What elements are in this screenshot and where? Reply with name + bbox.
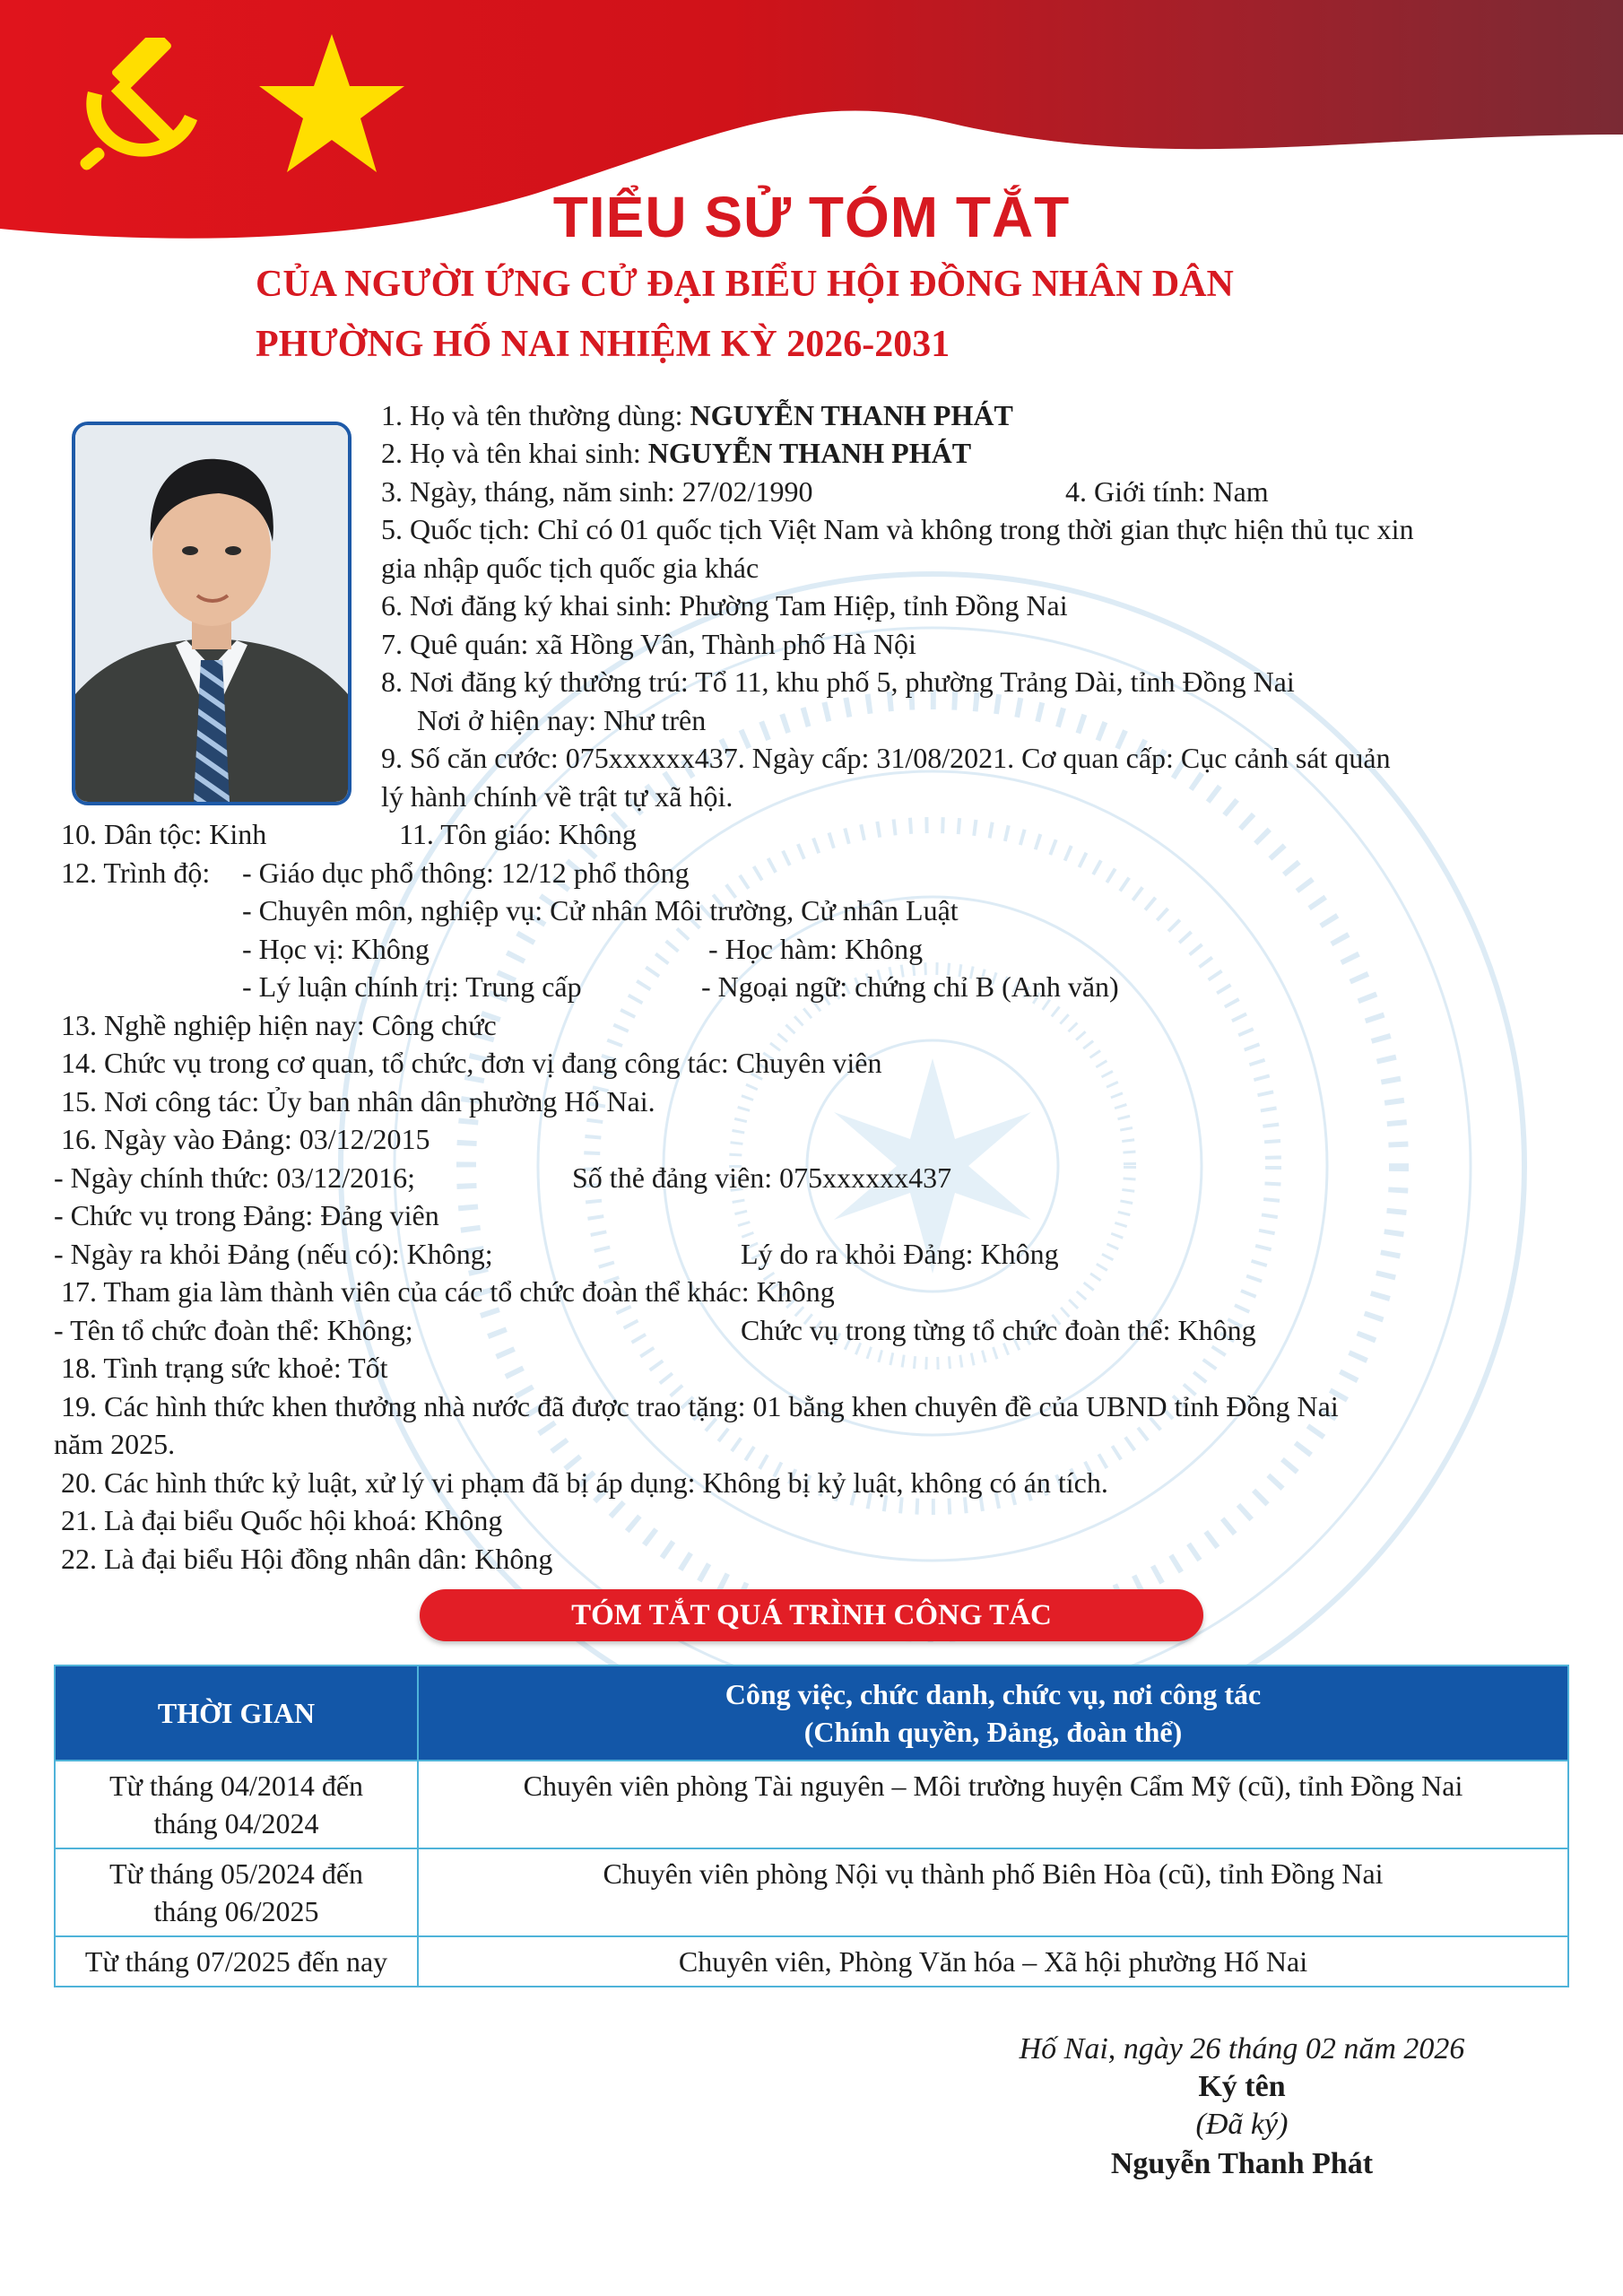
bio-line-5a: 5. Quốc tịch: Chỉ có 01 quốc tịch Việt Nam và không trong thời gian thực hiện thủ tục xin — [381, 513, 1414, 545]
bio-line-2: 2. Họ và tên khai sinh: NGUYỄN THANH PHÁT — [381, 437, 972, 469]
job-header-line-2: (Chính quyền, Đảng, đoàn thể) — [803, 1716, 1183, 1748]
bio-line-15: 15. Nơi công tác: Ủy ban nhân dân phường Hố Nai. — [61, 1085, 655, 1118]
bio-line-12c: - Học vị: Không — [242, 933, 430, 965]
bio-line-16b: Số thẻ đảng viên: 075xxxxxx437 — [572, 1161, 952, 1194]
bio-line-8b: Nơi ở hiện nay: Như trên — [417, 704, 707, 736]
bio-line-6: 6. Nơi đăng ký khai sinh: Phường Tam Hiệp, tỉnh Đồng Nai — [381, 589, 1068, 622]
signed-note: (Đã ký) — [1195, 2108, 1289, 2141]
common-name-value: NGUYỄN THANH PHÁT — [690, 399, 1013, 431]
bio-line-16: 16. Ngày vào Đảng: 03/12/2015 — [61, 1123, 430, 1155]
table-row — [55, 1936, 1568, 1987]
bio-line-22: 22. Là đại biểu Hội đồng nhân dân: Không — [61, 1543, 553, 1575]
bio-line-16d: - Ngày ra khỏi Đảng (nếu có): Không; — [54, 1238, 493, 1270]
candidate-photo — [72, 422, 352, 805]
table-header-row — [55, 1665, 1568, 1761]
work-history-heading: TÓM TẮT QUÁ TRÌNH CÔNG TÁC — [420, 1589, 1203, 1641]
time-cell-line: Từ tháng 04/2014 đến — [108, 1770, 364, 1802]
hammer-sickle-icon — [61, 38, 213, 172]
bio-line-21: 21. Là đại biểu Quốc hội khoá: Không — [61, 1504, 503, 1536]
bio-line-17a: - Tên tổ chức đoàn thể: Không; — [54, 1314, 413, 1346]
birth-name-value: NGUYỄN THANH PHÁT — [647, 437, 972, 469]
job-cell: Chuyên viên, Phòng Văn hóa – Xã hội phường Hố Nai — [418, 1936, 1568, 1987]
bio-line-12b: - Chuyên môn, nghiệp vụ: Cử nhân Môi trường, Cử nhân Luật — [242, 894, 959, 926]
time-column-header: THỜI GIAN — [55, 1665, 418, 1761]
job-cell: Chuyên viên phòng Tài nguyên – Môi trường huyện Cẩm Mỹ (cũ), tỉnh Đồng Nai — [418, 1761, 1568, 1848]
signer-name: Nguyễn Thanh Phát — [1110, 2147, 1374, 2180]
time-cell — [55, 1936, 418, 1987]
bio-line-16c: - Chức vụ trong Đảng: Đảng viên — [54, 1199, 439, 1231]
bio-line-12a: - Giáo dục phổ thông: 12/12 phổ thông — [242, 857, 690, 889]
document-title: TIỂU SỬ TÓM TẮT — [552, 185, 1071, 249]
bio-line-9a: 9. Số căn cước: 075xxxxxx437. Ngày cấp: 31/08/2021. Cơ quan cấp: Cục cảnh sát quản — [381, 742, 1391, 774]
bio-line-17b: Chức vụ trong từng tổ chức đoàn thể: Không — [741, 1314, 1256, 1346]
bio-line-9b: lý hành chính về trật tự xã hội. — [381, 780, 733, 813]
bio-line-3: 3. Ngày, tháng, năm sinh: 27/02/1990 — [381, 475, 813, 508]
bio-line-4: 4. Giới tính: Nam — [1065, 475, 1269, 508]
bio-line-12e: - Lý luận chính trị: Trung cấp — [242, 970, 582, 1003]
document-subtitle-1: CỦA NGƯỜI ỨNG CỬ ĐẠI BIỂU HỘI ĐỒNG NHÂN DÂN — [256, 264, 1234, 305]
bio-line-5b: gia nhập quốc tịch quốc gia khác — [381, 552, 759, 584]
bio-line-1: 1. Họ và tên thường dùng: NGUYỄN THANH PHÁT — [381, 399, 1013, 431]
star-icon — [256, 32, 408, 176]
time-cell-line: tháng 04/2024 — [153, 1807, 319, 1839]
time-cell-line: Từ tháng 05/2024 đến — [108, 1857, 364, 1890]
place-date: Hố Nai, ngày 26 tháng 02 năm 2026 — [1019, 2032, 1465, 2066]
work-history-table — [54, 1665, 1569, 1987]
sign-label: Ký tên — [1198, 2070, 1286, 2103]
bio-line-19b: năm 2025. — [54, 1428, 176, 1460]
time-cell-line: tháng 06/2025 — [153, 1895, 319, 1927]
job-header-line-1: Công việc, chức danh, chức vụ, nơi công tác — [725, 1678, 1262, 1710]
portrait-figure — [75, 425, 348, 802]
document-subtitle-2: PHƯỜNG HỐ NAI NHIỆM KỲ 2026-2031 — [256, 324, 950, 365]
bio-line-10: 10. Dân tộc: Kinh — [61, 818, 267, 850]
table-row — [55, 1848, 1568, 1936]
bio-line-11: 11. Tôn giáo: Không — [399, 818, 637, 850]
bio-line-20: 20. Các hình thức kỷ luật, xử lý vi phạm đã bị áp dụng: Không bị kỷ luật, không có án tích. — [61, 1466, 1108, 1499]
bio-line-12f: - Ngoại ngữ: chứng chỉ B (Anh văn) — [701, 970, 1119, 1003]
table-row — [55, 1761, 1568, 1848]
bio-line-12d: - Học hàm: Không — [708, 933, 924, 965]
bio-line-18: 18. Tình trạng sức khoẻ: Tốt — [61, 1352, 388, 1384]
time-cell-line: Từ tháng 07/2025 đến nay — [84, 1945, 388, 1978]
bio-line-12-label: 12. Trình độ: — [61, 857, 211, 889]
bio-line-7: 7. Quê quán: xã Hồng Vân, Thành phố Hà Nội — [381, 628, 916, 660]
time-cell — [55, 1761, 418, 1848]
time-cell — [55, 1848, 418, 1936]
bio-line-16e: Lý do ra khỏi Đảng: Không — [741, 1238, 1059, 1270]
job-column-header — [418, 1665, 1568, 1761]
bio-line-13: 13. Nghề nghiệp hiện nay: Công chức — [61, 1009, 497, 1041]
bio-line-14: 14. Chức vụ trong cơ quan, tổ chức, đơn vị đang công tác: Chuyên viên — [61, 1047, 882, 1079]
bio-line-17: 17. Tham gia làm thành viên của các tổ chức đoàn thể khác: Không — [61, 1275, 835, 1308]
bio-line-19a: 19. Các hình thức khen thưởng nhà nước đã được trao tặng: 01 bằng khen chuyên đề của UBND tỉnh Đồng Nai — [61, 1390, 1339, 1422]
bio-line-16a: - Ngày chính thức: 03/12/2016; — [54, 1161, 416, 1194]
job-cell: Chuyên viên phòng Nội vụ thành phố Biên Hòa (cũ), tỉnh Đồng Nai — [418, 1848, 1568, 1936]
bio-line-8a: 8. Nơi đăng ký thường trú: Tổ 11, khu phố 5, phường Trảng Dài, tỉnh Đồng Nai — [381, 665, 1295, 698]
